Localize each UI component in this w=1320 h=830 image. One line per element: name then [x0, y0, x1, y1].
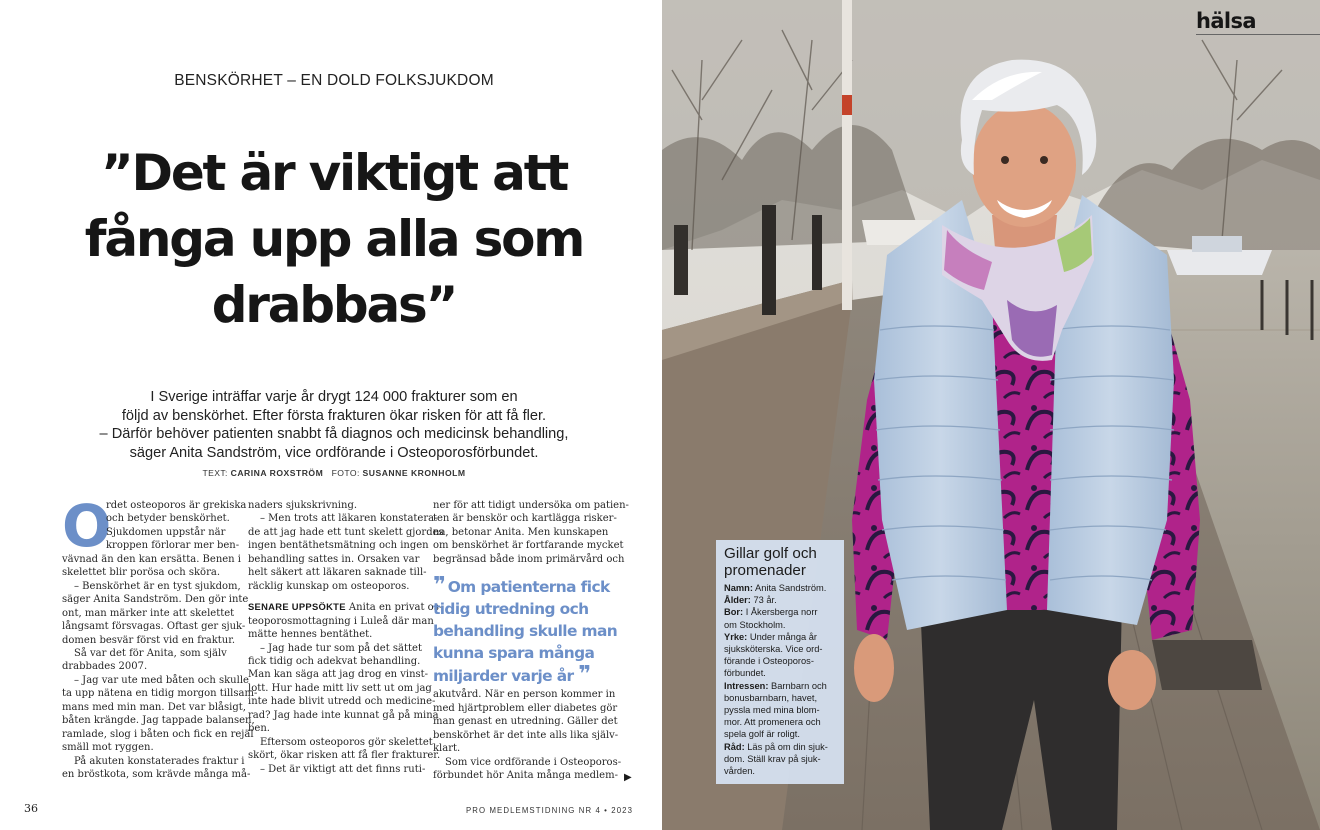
pull-quote-text: miljarder varje år — [433, 667, 574, 685]
article-byline — [60, 468, 608, 478]
fact-value: Under många år — [747, 631, 818, 642]
body-line: om benskörhet är fortfarande mycket — [433, 540, 624, 552]
fact-row — [724, 643, 836, 655]
pull-quote-line: behandling skulle man — [433, 622, 618, 640]
pull-quote — [433, 575, 623, 687]
headline-line: drabbas” — [211, 276, 457, 334]
body-line: – Det är viktigt att det finns ruti- — [260, 763, 426, 775]
quote-close-mark: ❞ — [578, 662, 589, 687]
body-line: – Men trots att läkaren konstatera- — [260, 513, 438, 525]
body-line: räcklig kunskap om osteoporos. — [248, 580, 410, 592]
fact-label: Yrke: — [724, 631, 748, 642]
fact-value: vården. — [724, 766, 756, 777]
body-line: vävnad än den kan ersätta. Benen i — [62, 553, 241, 565]
body-line: mans med min man. Det var blåsigt, — [62, 701, 246, 713]
body-line: ta upp nätena en tidig morgon tillsam- — [62, 688, 258, 700]
pull-quote-text: Om patienterna fick — [447, 578, 610, 596]
fact-box-body — [724, 582, 836, 777]
body-line: säger Anita Sandström. Den gör inte — [62, 594, 249, 606]
body-line: smäll mot ryggen. — [62, 742, 154, 754]
body-column-1 — [62, 492, 258, 782]
fact-value: om Stockholm. — [724, 619, 786, 630]
fact-value: 73 år. — [750, 595, 777, 606]
fact-value: förande i Osteoporos- — [724, 656, 814, 667]
publication-footer: PRO MEDLEMSTIDNING NR 4 • 2023 — [466, 806, 634, 815]
ingress-line: – Därför behöver patienten snabbt få diagnos och medicinsk behandling, — [99, 426, 569, 443]
pull-quote-line — [433, 664, 623, 687]
fact-label: Ålder: — [724, 595, 751, 606]
body-line: Så var det för Anita, som själv — [74, 647, 227, 659]
fact-label: Intressen: — [724, 680, 769, 691]
fact-value: dom. Ställ krav på sjuk- — [724, 753, 821, 764]
pull-quote-line: tidig utredning och — [433, 600, 589, 618]
ingress-line: följd av benskörhet. Efter första frakturen ökar risken för att få fler. — [121, 407, 547, 424]
fact-value: mor. Att promenera och — [724, 717, 821, 728]
pull-quote-line: kunna spara många — [433, 644, 595, 662]
body-line: fick tidig och adekvat behandling. — [248, 655, 421, 667]
fact-row — [724, 765, 836, 777]
fact-row — [724, 606, 836, 618]
body-line: båten krängde. Jag tappade balansen, — [62, 715, 255, 727]
body-line: teoporosmottagning i Luleå där man — [248, 615, 434, 627]
body-line: ner för att tidigt undersöka om patien- — [433, 500, 629, 511]
body-line: akutvård. När en person kommer in — [433, 689, 616, 701]
drop-cap: O — [62, 492, 112, 560]
fact-value: I Åkersberga norr — [743, 607, 818, 618]
page-number: 36 — [24, 802, 38, 815]
body-line: förbundet hör Anita många medlem- — [433, 769, 618, 781]
body-line: na, betonar Anita. Men kunskapen — [433, 526, 609, 538]
section-tag: hälsa — [1196, 9, 1256, 33]
body-line: klart. — [433, 743, 461, 755]
byline-writer: CARINA ROXSTRÖM — [230, 468, 324, 478]
fact-label: Bor: — [724, 607, 744, 618]
fact-box — [716, 540, 844, 784]
fact-box-title — [724, 545, 836, 579]
body-line: begränsad både inom primärvård och — [433, 553, 625, 565]
article-ingress — [60, 388, 608, 462]
ingress-line: I Sverige inträffar varje år drygt 124 000 frakturer som en — [150, 389, 518, 405]
body-line: drabbades 2007. — [62, 661, 148, 673]
fact-row — [724, 753, 836, 765]
body-line: domen besvär först vid en fraktur. — [62, 634, 236, 646]
body-line: med hjärtproblem eller diabetes gör — [433, 702, 618, 714]
section-rule — [1196, 34, 1320, 35]
body-column-2 — [248, 499, 444, 776]
fact-box-title-line: Gillar golf och — [724, 545, 817, 562]
body-line: lott. Hur hade mitt liv sett ut om jag — [248, 682, 432, 694]
fact-value: spela golf är roligt. — [724, 729, 800, 740]
body-line: – Benskörhet är en tyst sjukdom, — [74, 580, 241, 592]
body-line: skelettet blir porösa och sköra. — [62, 567, 221, 579]
byline-photographer: SUSANNE KRONHOLM — [362, 468, 466, 478]
body-line: Eftersom osteoporos gör skelettet — [260, 736, 433, 748]
quote-open-mark: ❞ — [433, 573, 443, 598]
body-line: skört, ökar risken att få fler frakturer. — [248, 750, 441, 762]
lead-rest: Anita en privat os- — [345, 602, 443, 614]
fact-value: Anita Sandström. — [752, 583, 827, 593]
body-line: ben. — [248, 723, 270, 735]
headline-line: ”Det är viktigt att — [100, 144, 568, 202]
fact-value: sjuksköterska. Vice ord- — [724, 644, 823, 655]
fact-label: Namn: — [724, 583, 753, 593]
fact-value: förbundet. — [724, 668, 766, 679]
pull-quote-line — [433, 575, 623, 598]
fact-row — [724, 594, 836, 606]
ingress-line: säger Anita Sandström, vice ordförande i Osteoporosförbundet. — [129, 444, 539, 461]
body-line: rdet osteoporos är grekiska — [106, 500, 247, 511]
body-line: de att jag hade ett tunt skelett gjordes — [248, 526, 444, 538]
article-headline — [40, 140, 628, 338]
fact-label: Råd: — [724, 741, 745, 752]
body-line: ont, man märker inte att skelettet — [62, 607, 235, 619]
body-line-lead — [248, 600, 443, 614]
fact-row — [724, 619, 836, 631]
fact-row — [724, 728, 836, 740]
fact-row — [724, 704, 836, 716]
body-line: rad? Jag hade inte kunnat gå på mina — [248, 709, 439, 721]
fact-box-title-line: promenader — [724, 562, 806, 579]
fact-value: bonusbarnbarn, havet, — [724, 692, 818, 703]
body-line: Sjukdomen uppstår när — [106, 526, 226, 538]
body-line: Som vice ordförande i Osteoporos- — [445, 756, 622, 768]
fact-row — [724, 667, 836, 679]
body-line: ten är benskör och kartlägga risker- — [433, 513, 617, 525]
body-line: naders sjukskrivning. — [248, 500, 358, 511]
fact-row — [724, 692, 836, 704]
body-line: – Jag hade tur som på det sättet — [260, 642, 422, 654]
fact-row — [724, 631, 836, 643]
body-line: och betyder benskörhet. — [106, 513, 230, 525]
paragraph-lead-word: SENARE UPPSÖKTE — [248, 601, 346, 613]
fact-row — [724, 741, 836, 753]
article-kicker: BENSKÖRHET – EN DOLD FOLKSJUKDOM — [174, 72, 494, 89]
body-line: mätte hennes bentäthet. — [248, 629, 373, 641]
fact-value: pyssla med mina blom- — [724, 705, 820, 716]
body-line: kroppen förlorar mer ben- — [106, 540, 240, 552]
fact-row — [724, 582, 836, 594]
body-line: benskörhet är det inte alls lika själv- — [433, 729, 619, 741]
fact-row — [724, 655, 836, 667]
body-line: inte hade blivit utredd och medicine- — [248, 696, 436, 708]
body-line: ramlade, slog i båten och fick en rejäl — [62, 728, 254, 740]
body-line: man genast en utredning. Gäller det — [433, 716, 618, 728]
body-line: helt säkert att läkaren saknade till- — [248, 567, 427, 579]
body-line: – Jag var ute med båten och skulle — [74, 674, 249, 686]
fact-row — [724, 716, 836, 728]
fact-value: Läs på om din sjuk- — [744, 741, 828, 752]
body-line: Man kan säga att jag drog en vinst- — [248, 669, 429, 681]
body-line: ingen bentäthetsmätning och ingen — [248, 540, 429, 552]
fact-row — [724, 680, 836, 692]
byline-photo-label: FOTO: — [331, 468, 363, 478]
body-line: behandling sattes in. Orsaken var — [248, 553, 420, 565]
headline-line: fånga upp alla som — [84, 210, 584, 268]
byline-text-label: TEXT: — [202, 468, 231, 478]
body-line: en bröstkota, som krävde många må- — [62, 769, 251, 781]
body-line: långsamt försvagas. Oftast ger sjuk- — [62, 621, 246, 633]
fact-value: Barnbarn och — [768, 680, 827, 691]
continue-arrow-icon: ▶ — [624, 772, 632, 783]
body-line: På akuten konstaterades fraktur i — [74, 755, 245, 767]
